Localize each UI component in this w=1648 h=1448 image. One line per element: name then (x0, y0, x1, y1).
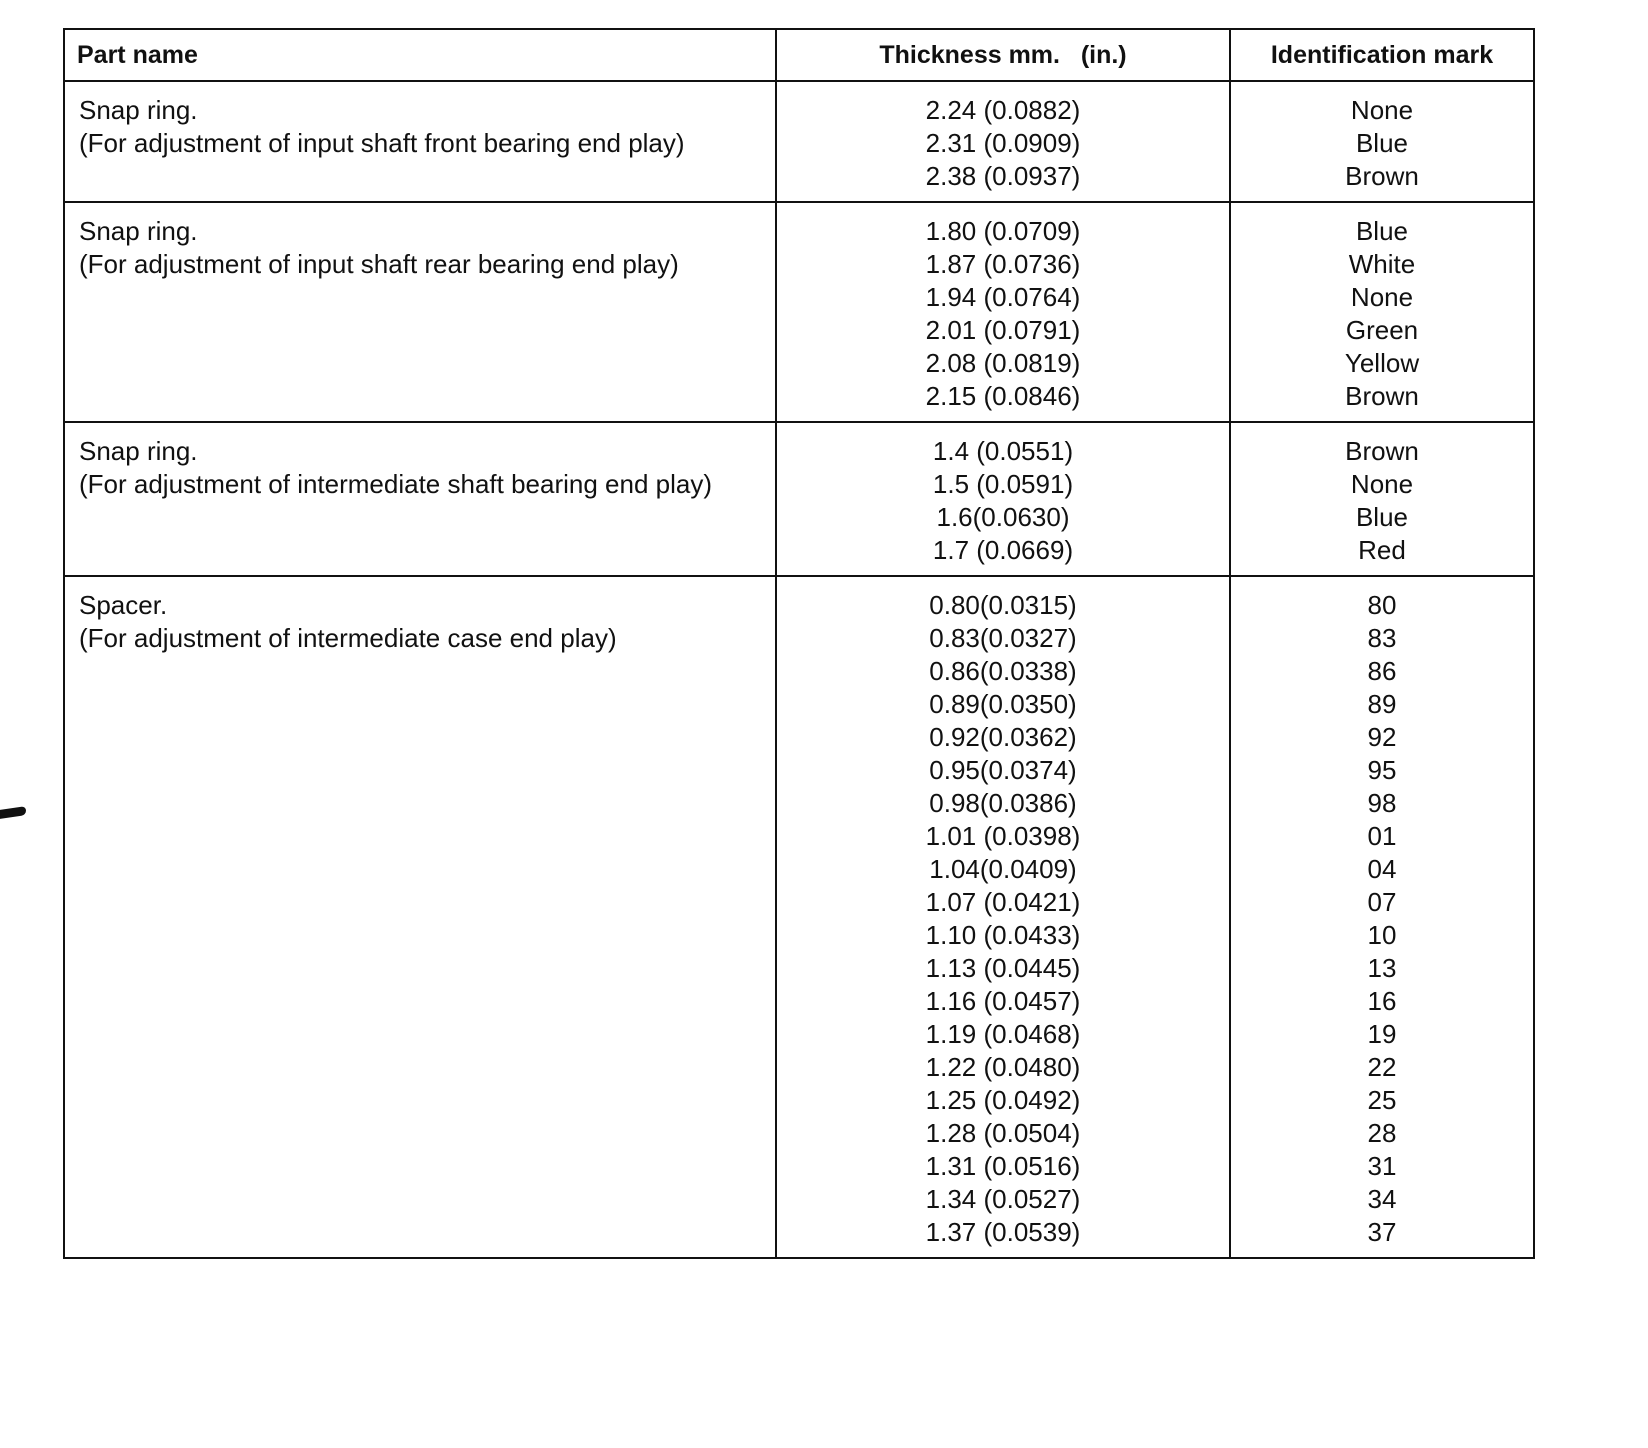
part-name: Spacer. (79, 590, 168, 620)
header-part-name: Part name (64, 29, 776, 81)
identification-mark: Brown (1345, 161, 1419, 191)
identification-cell (1230, 81, 1534, 202)
thickness-cell (776, 576, 1230, 1258)
thickness-value: 1.37 (0.0539) (925, 1217, 1081, 1247)
header-identification-mark: Identification mark (1230, 29, 1534, 81)
identification-mark: 25 (1367, 1085, 1397, 1115)
header-row (64, 29, 1534, 81)
thickness-value: 0.89(0.0350) (929, 689, 1077, 719)
shim-selection-table (63, 28, 1535, 1259)
identification-mark: 22 (1367, 1052, 1397, 1082)
thickness-value: 0.86(0.0338) (929, 656, 1077, 686)
thickness-value: 0.80(0.0315) (929, 590, 1077, 620)
part-cell (64, 202, 776, 422)
identification-mark: None (1350, 95, 1414, 125)
identification-mark: 34 (1367, 1184, 1397, 1214)
thickness-value: 1.04(0.0409) (929, 854, 1077, 884)
thickness-value: 1.94 (0.0764) (925, 282, 1081, 312)
part-description: (For adjustment of intermediate shaft bearing end play) (79, 469, 713, 499)
identification-cell (1230, 422, 1534, 576)
identification-mark: 95 (1367, 755, 1397, 785)
identification-mark: Brown (1345, 381, 1419, 411)
thickness-value: 1.07 (0.0421) (925, 887, 1081, 917)
identification-mark: 83 (1367, 623, 1397, 653)
identification-mark: Green (1345, 315, 1419, 345)
thickness-value: 0.92(0.0362) (929, 722, 1077, 752)
identification-mark: 89 (1367, 689, 1397, 719)
thickness-value: 1.31 (0.0516) (925, 1151, 1081, 1181)
thickness-value: 1.7 (0.0669) (932, 535, 1074, 565)
thickness-cell (776, 422, 1230, 576)
table-row (64, 81, 1534, 202)
identification-mark: 04 (1367, 854, 1397, 884)
header-thickness: Thickness mm. (in.) (776, 29, 1230, 81)
identification-mark: 86 (1367, 656, 1397, 686)
thickness-value: 1.10 (0.0433) (925, 920, 1081, 950)
thickness-value: 1.6(0.0630) (936, 502, 1070, 532)
identification-mark: None (1350, 469, 1414, 499)
part-cell (64, 576, 776, 1258)
part-description: (For adjustment of intermediate case end play) (79, 623, 617, 653)
thickness-value: 2.01 (0.0791) (925, 315, 1081, 345)
thickness-value: 0.98(0.0386) (929, 788, 1077, 818)
part-description: (For adjustment of input shaft rear bearing end play) (79, 249, 679, 279)
thickness-value: 1.01 (0.0398) (925, 821, 1081, 851)
thickness-value: 1.87 (0.0736) (925, 249, 1081, 279)
identification-cell (1230, 202, 1534, 422)
identification-mark: 16 (1367, 986, 1397, 1016)
identification-mark: Brown (1345, 436, 1419, 466)
thickness-value: 0.83(0.0327) (929, 623, 1077, 653)
identification-mark: 37 (1367, 1217, 1397, 1247)
table-body (64, 81, 1534, 1258)
thickness-value: 1.22 (0.0480) (925, 1052, 1081, 1082)
identification-mark: Red (1358, 535, 1406, 565)
thickness-cell (776, 81, 1230, 202)
identification-mark: White (1348, 249, 1416, 279)
table-row (64, 202, 1534, 422)
thickness-cell (776, 202, 1230, 422)
identification-cell (1230, 576, 1534, 1258)
thickness-value: 1.80 (0.0709) (925, 216, 1081, 246)
thickness-value: 1.28 (0.0504) (925, 1118, 1081, 1148)
identification-mark: 98 (1367, 788, 1397, 818)
thickness-value: 2.24 (0.0882) (925, 95, 1081, 125)
thickness-value: 1.4 (0.0551) (932, 436, 1074, 466)
thickness-value: 2.15 (0.0846) (925, 381, 1081, 411)
identification-mark: 01 (1367, 821, 1397, 851)
table-row (64, 576, 1534, 1258)
thickness-value: 1.13 (0.0445) (925, 953, 1081, 983)
identification-mark: 10 (1367, 920, 1397, 950)
identification-mark: 80 (1367, 590, 1397, 620)
identification-mark: 13 (1367, 953, 1397, 983)
part-cell (64, 81, 776, 202)
part-name: Snap ring. (79, 95, 198, 125)
identification-mark: 07 (1367, 887, 1397, 917)
part-cell (64, 422, 776, 576)
identification-mark: Blue (1355, 216, 1409, 246)
identification-mark: Blue (1355, 128, 1409, 158)
thickness-value: 1.34 (0.0527) (925, 1184, 1081, 1214)
identification-mark: 28 (1367, 1118, 1397, 1148)
thickness-value: 2.31 (0.0909) (925, 128, 1081, 158)
identification-mark: 92 (1367, 722, 1397, 752)
part-name: Snap ring. (79, 216, 198, 246)
thickness-value: 2.08 (0.0819) (925, 348, 1081, 378)
part-name: Snap ring. (79, 436, 198, 466)
thickness-value: 1.25 (0.0492) (925, 1085, 1081, 1115)
identification-mark: None (1350, 282, 1414, 312)
margin-mark (0, 806, 26, 819)
thickness-value: 1.5 (0.0591) (932, 469, 1074, 499)
identification-mark: Yellow (1344, 348, 1420, 378)
identification-mark: 31 (1367, 1151, 1397, 1181)
thickness-value: 1.19 (0.0468) (925, 1019, 1081, 1049)
identification-mark: Blue (1355, 502, 1409, 532)
thickness-value: 2.38 (0.0937) (925, 161, 1081, 191)
table-row (64, 422, 1534, 576)
thickness-value: 0.95(0.0374) (929, 755, 1077, 785)
thickness-value: 1.16 (0.0457) (925, 986, 1081, 1016)
part-description: (For adjustment of input shaft front bearing end play) (79, 128, 685, 158)
identification-mark: 19 (1367, 1019, 1397, 1049)
